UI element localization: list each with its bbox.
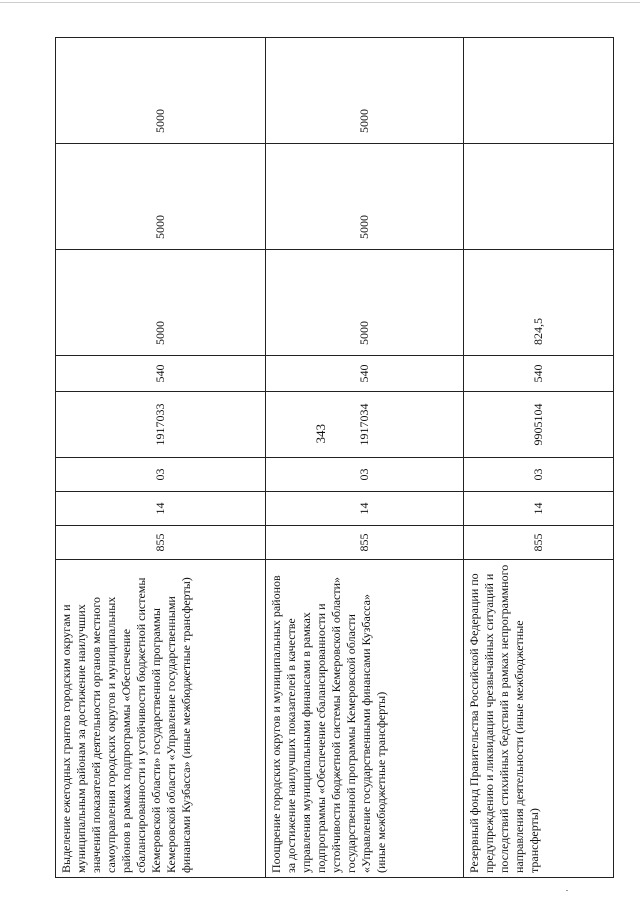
budget-allocation-table bbox=[55, 37, 614, 878]
table-row bbox=[56, 38, 266, 878]
row-name-cell: Выделение ежегодных грантов городским округам и муниципальным районам за достижение наилучших значений показателей деятельности органов местного самоуправления городских округов и муниципальных районов в рамках подпрограммы «Обеспечение сбалансированности и устойчивости бюджетной системы Кемеровской области» государственной программы Кемеровской области «Управление государственными финансами Кузбасса» (иные межбюджетные трансферты) bbox=[56, 560, 266, 878]
sum-year3-cell bbox=[464, 38, 614, 144]
sum-year3-cell: 5000 bbox=[266, 38, 464, 144]
vr-cell: 540 bbox=[464, 356, 614, 392]
csr-cell: 1917034 bbox=[266, 392, 464, 458]
table-row bbox=[266, 38, 464, 878]
sum-year1-cell: 5000 bbox=[56, 250, 266, 356]
rz-cell: 14 bbox=[266, 492, 464, 526]
csr-cell: 1917033 bbox=[56, 392, 266, 458]
pr-cell: 03 bbox=[266, 458, 464, 492]
vr-cell: 540 bbox=[56, 356, 266, 392]
table-row bbox=[464, 38, 614, 878]
rotated-table-wrapper bbox=[55, 38, 545, 878]
sum-year2-cell: 5000 bbox=[266, 144, 464, 250]
page-number: 343 bbox=[313, 424, 328, 444]
vr-cell: 540 bbox=[266, 356, 464, 392]
pr-cell: 03 bbox=[56, 458, 266, 492]
rz-cell: 14 bbox=[464, 492, 614, 526]
sum-year2-cell bbox=[464, 144, 614, 250]
sum-year3-cell: 5000 bbox=[56, 38, 266, 144]
row-name-cell: Поощрение городских округов и муниципальных районов за достижение наилучших показателей в качестве управления муниципальными финансами в рамках подпрограммы «Обеспечение сбалансированности и устойчивости бюджетной системы Кемеровской области» государственной программы Кемеровской области «Управление государственными финансами Кузбасса» (иные межбюджетные трансферты) bbox=[266, 560, 464, 878]
csr-cell: 9905104 bbox=[464, 392, 614, 458]
row-name-cell: Резервный фонд Правительства Российской Федерации по предупреждению и ликвидации чрезвычайных ситуаций и последствий стихийных бедствий в рамках непрограммного направления деятельности (иные межбюджетные трансферты) bbox=[464, 560, 614, 878]
ved-cell: 855 bbox=[266, 526, 464, 560]
ved-cell: 855 bbox=[464, 526, 614, 560]
ved-cell: 855 bbox=[56, 526, 266, 560]
pr-cell: 03 bbox=[464, 458, 614, 492]
sum-year1-cell: 5000 bbox=[266, 250, 464, 356]
sum-year1-cell: 824,5 bbox=[464, 250, 614, 356]
rz-cell: 14 bbox=[56, 492, 266, 526]
scan-speck bbox=[566, 890, 568, 891]
sum-year2-cell: 5000 bbox=[56, 144, 266, 250]
